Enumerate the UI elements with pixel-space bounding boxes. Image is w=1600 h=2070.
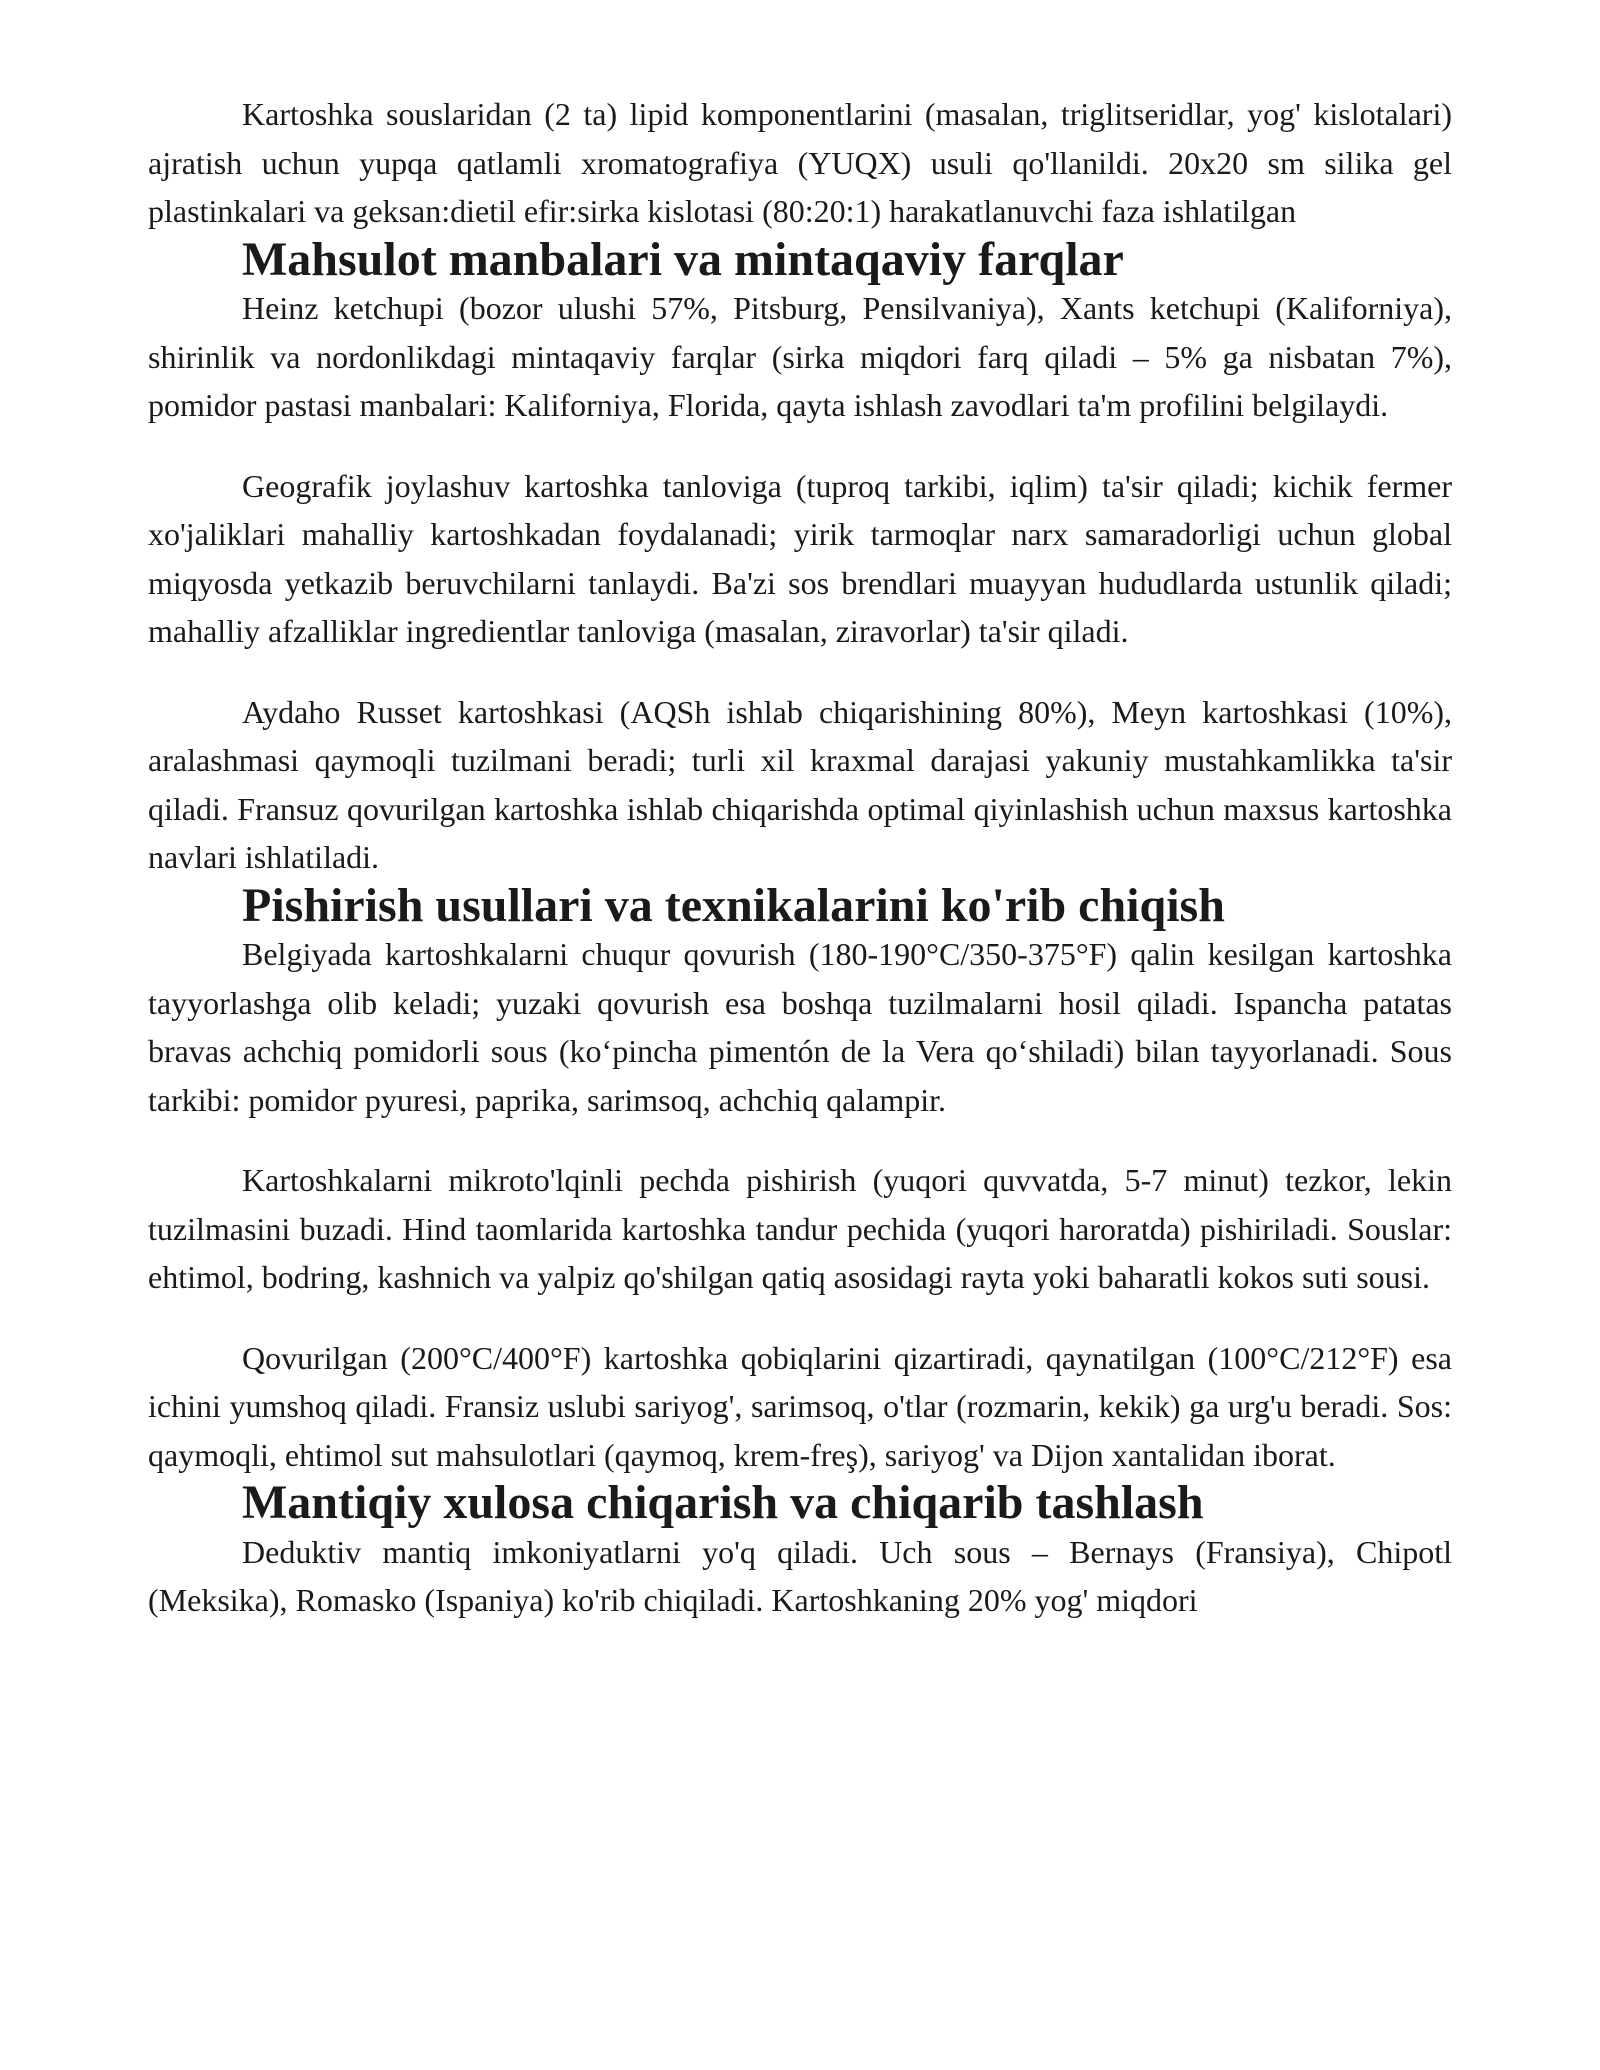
heading-cooking-methods: Pishirish usullari va texnikalarini ko'rib chiqish bbox=[242, 878, 1225, 932]
paragraph-geography: Geografik joylashuv kartoshka tanloviga (tuproq tarkibi, iqlim) ta'sir qiladi; kichik fermer xo'jaliklari mahalliy kartoshkadan foydalanadi; yirik tarmoqlar narx samaradorligi uchun global miqyosda yetkazib beruvchilarni tanlaydi. Ba'zi sos brendlari muayyan hududlarda ustunlik qiladi; mahalliy afzalliklar ingredientlar tanloviga (masalan, ziravorlar) ta'sir qiladi. bbox=[148, 467, 1452, 649]
heading-logical-deduction: Mantiqiy xulosa chiqarish va chiqarib tashlash bbox=[242, 1476, 1204, 1529]
paragraph-deductive-logic: Deduktiv mantiq imkoniyatlarni yo'q qiladi. Uch sous – Bernays (Fransiya), Chipotl (Meksika), Romasko (Ispaniya) ko'rib chiqiladi. Kartoshkaning 20% yog' miqdori bbox=[148, 1533, 1452, 1618]
paragraph-tlc-method: Kartoshka souslaridan (2 ta) lipid komponentlarini (masalan, triglitseridlar, yog' kislotalari) ajratish uchun yupqa qatlamli xromatografiya (YUQX) usuli qo'llanildi. 20x20 sm silika gel plastinkalari va geksan:dietil efir:sirka kislotasi (80:20:1) harakatlanuvchi faza ishlatilgan bbox=[148, 96, 1452, 229]
heading-product-sources: Mahsulot manbalari va mintaqaviy farqlar bbox=[242, 232, 1124, 286]
paragraph-microwave: Kartoshkalarni mikroto'lqinli pechda pishirish (yuqori quvvatda, 5-7 minut) tezkor, lekin tuzilmasini buzadi. Hind taomlarida kartoshka tandur pechida (yuqori haroratda) pishiriladi. Souslar: ehtimol, bodring, kashnich va yalpiz qo'shilgan qatiq asosidagi rayta yoki baharatli kokos suti sousi. bbox=[148, 1162, 1452, 1295]
paragraph-ketchup-sources: Heinz ketchupi (bozor ulushi 57%, Pitsburg, Pensilvaniya), Xants ketchupi (Kaliforniya), shirinlik va nordonlikdagi mintaqaviy farqlar (sirka miqdori farq qiladi – 5% ga nisbatan 7%), pomidor pastasi manbalari: Kaliforniya, Florida, qayta ishlash zavodlari ta'm profilini belgilaydi. bbox=[148, 290, 1452, 423]
paragraph-belgian-frying: Belgiyada kartoshkalarni chuqur qovurish (180-190°C/350-375°F) qalin kesilgan kartoshka tayyorlashga olib keladi; yuzaki qovurish esa boshqa tuzilmalarni hosil qiladi. Ispancha patatas bravas achchiq pomidorli sous (koʻpincha pimentón de la Vera qoʻshiladi) bilan tayyorlanadi. Sous tarkibi: pomidor pyuresi, paprika, sarimsoq, achchiq qalampir. bbox=[148, 936, 1452, 1118]
paragraph-roasting: Qovurilgan (200°C/400°F) kartoshka qobiqlarini qizartiradi, qaynatilgan (100°C/212°F) esa ichini yumshoq qiladi. Fransiz uslubi sariyog', sarimsoq, o'tlar (rozmarin, kekik) ga urg'u beradi. Sos: qaymoqli, ehtimol sut mahsulotlari (qaymoq, krem-freş), sariyog' va Dijon xantalidan iborat. bbox=[148, 1339, 1452, 1473]
document-page bbox=[148, 90, 1452, 1625]
paragraph-potato-varieties: Aydaho Russet kartoshkasi (AQSh ishlab chiqarishining 80%), Meyn kartoshkasi (10%), aralashmasi qaymoqli tuzilmani beradi; turli xil kraxmal darajasi yakuniy mustahkamlikka ta'sir qiladi. Fransuz qovurilgan kartoshka ishlab chiqarishda optimal qiyinlashish uchun maxsus kartoshka navlari ishlatiladi. bbox=[148, 693, 1452, 875]
